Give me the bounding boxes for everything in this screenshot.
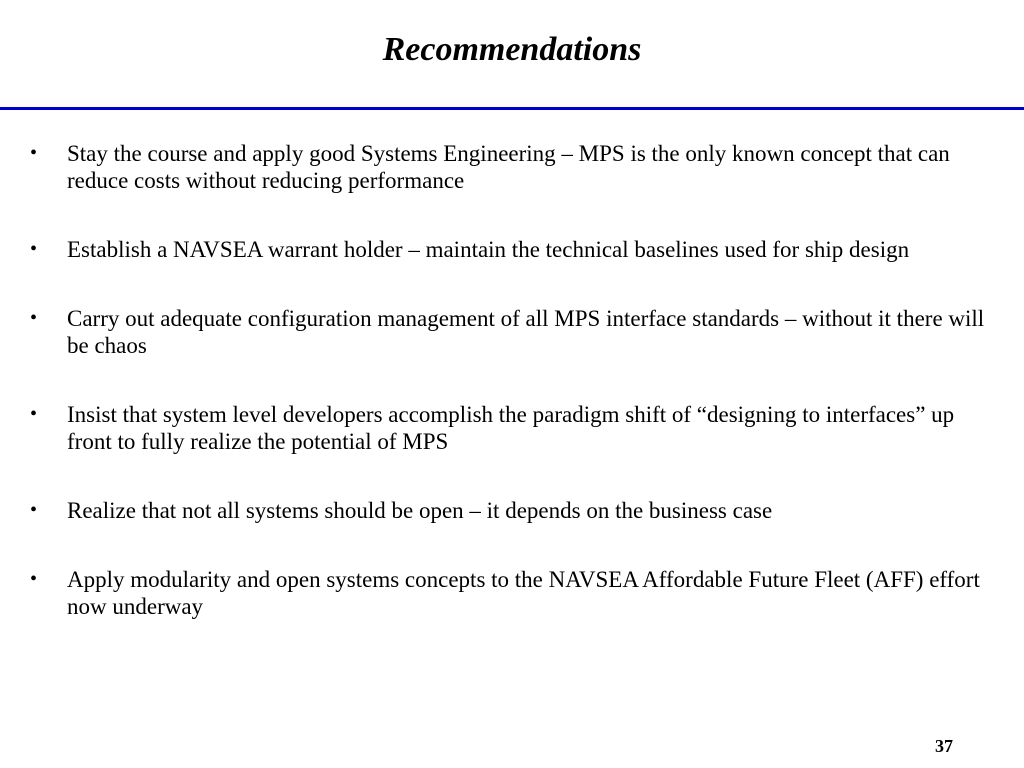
bullet-text: Insist that system level developers accomplish the paradigm shift of “designing to interfaces” up front to fully realize the potential of MPS	[67, 402, 955, 454]
bullet-text: Establish a NAVSEA warrant holder – maintain the technical baselines used for ship design	[67, 237, 910, 262]
recommendations-list	[30, 140, 990, 620]
bullet-icon: •	[30, 499, 38, 521]
slide-title: Recommendations	[382, 31, 642, 68]
bullet-item-4	[30, 401, 990, 455]
bullet-item-6	[30, 566, 990, 620]
bullet-text: Apply modularity and open systems concepts to the NAVSEA Affordable Future Fleet (AFF) effort now underway	[67, 567, 980, 619]
bullet-icon: •	[30, 307, 38, 329]
title-divider	[0, 107, 1024, 110]
page-number: 37	[935, 736, 953, 756]
bullet-item-5	[30, 497, 990, 524]
bullet-icon: •	[30, 568, 38, 590]
bullet-icon: •	[30, 403, 38, 425]
bullet-text: Carry out adequate configuration management of all MPS interface standards – without it there will be chaos	[67, 306, 985, 358]
bullet-icon: •	[30, 142, 38, 164]
bullet-text: Stay the course and apply good Systems Engineering – MPS is the only known concept that can reduce costs without reducing performance	[67, 141, 950, 193]
bullet-icon: •	[30, 238, 38, 260]
bullet-item-3	[30, 305, 990, 359]
bullet-text: Realize that not all systems should be open – it depends on the business case	[67, 498, 773, 523]
bullet-item-1	[30, 140, 990, 194]
bullet-item-2	[30, 236, 990, 263]
